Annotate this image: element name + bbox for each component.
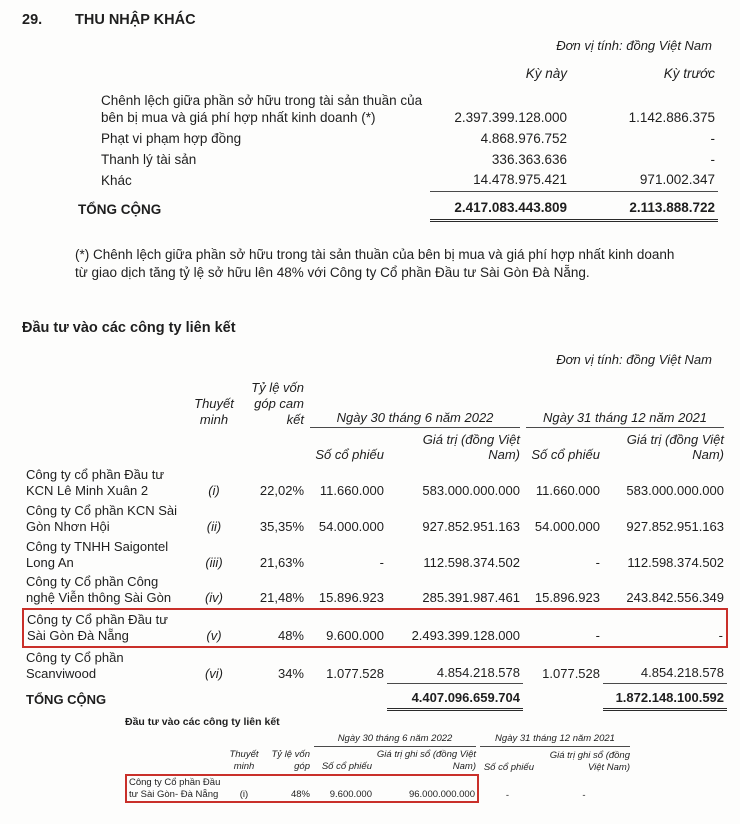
table-row [23, 465, 727, 501]
unit-label-other-income: Đơn vị tính: đồng Việt Nam [556, 38, 712, 53]
spacer-cell [126, 732, 226, 748]
table-row [75, 170, 718, 191]
value-2021: 4.854.218.578 [603, 647, 727, 684]
highlighted-table-row [23, 609, 727, 647]
income-item-current: 336.363.636 [491, 151, 567, 167]
shares-2021: - [505, 789, 510, 801]
ratio-value: 35,35% [259, 518, 304, 534]
table-row [23, 537, 727, 573]
spacer-cell [23, 430, 191, 466]
spacer-cell [126, 748, 226, 775]
highlighted-table-row [126, 775, 632, 803]
income-item-label: Khác [101, 172, 132, 188]
spacer-cell [237, 684, 307, 710]
table-row [23, 501, 727, 537]
income-item-current: 14.478.975.421 [430, 170, 570, 191]
total-value-2021: 1.872.148.100.592 [603, 684, 727, 710]
shares-2022: 11.660.000 [319, 483, 384, 499]
value-2021: 927.852.951.163 [626, 518, 725, 534]
shares-2021: 15.896.923 [534, 590, 600, 606]
shares-2022: - [379, 554, 384, 570]
shares-2021: - [523, 609, 603, 647]
investments-total-row [23, 684, 727, 710]
section-number: 29. [22, 12, 43, 28]
ratio-value: 34% [277, 665, 304, 681]
table-row [75, 91, 718, 129]
mini-table-title: Đầu tư vào các công ty liên kết [125, 716, 280, 728]
col-group-period2: Ngày 31 tháng 12 năm 2021 [523, 378, 727, 430]
note-ref: (iii) [205, 554, 223, 570]
col-header-value-2021: Giá trị (đồng Việt Nam) [626, 431, 725, 463]
ratio-value: 48% [237, 609, 307, 647]
income-item-prior: 1.142.886.375 [628, 109, 715, 125]
shares-2021: 54.000.000 [534, 518, 600, 534]
col-header-ratio: Tỷ lệ vốn góp cam kết [251, 380, 304, 427]
col-header-current-period: Kỳ này [525, 66, 567, 81]
income-item-label: Thanh lý tài sản [101, 151, 197, 167]
value-2021: 243.842.556.349 [626, 590, 725, 606]
note-ref: (v) [191, 609, 237, 647]
income-item-prior: - [710, 130, 715, 146]
shares-2021: - [595, 554, 600, 570]
col-group-period1: Ngày 30 tháng 6 năm 2022 [312, 732, 478, 748]
value-2022: 285.391.987.461 [422, 590, 520, 606]
col-header-note: Thuyết minh [194, 395, 234, 427]
mini-subheader-row [126, 748, 632, 775]
mini-investments-table [125, 732, 632, 803]
company-name: Công ty TNHH Saigontel Long An [26, 538, 169, 570]
value-2022: 927.852.951.163 [422, 518, 520, 534]
spacer-cell [191, 430, 237, 466]
col-header-prior-period: Kỳ trước [663, 66, 715, 81]
company-name: Công ty Cổ phần Scanviwood [26, 649, 124, 681]
income-item-current: 4.868.976.752 [480, 130, 567, 146]
total-prior: 2.113.888.722 [570, 192, 718, 221]
col-header-value-2021: Giá trị ghi sổ (đồng Việt Nam) [549, 749, 630, 773]
col-header-shares-2021: Số cổ phiếu [483, 761, 534, 773]
mini-table-block [125, 716, 632, 803]
ratio-value: 22,02% [259, 483, 304, 499]
other-income-total-row [75, 192, 718, 221]
spacer-cell [75, 64, 430, 85]
value-2022: 4.854.218.578 [387, 647, 523, 684]
shares-2022: 15.896.923 [318, 590, 384, 606]
total-label: TỔNG CỘNG [26, 691, 107, 707]
col-header-value-2022: Giá trị (đồng Việt Nam) [422, 431, 520, 463]
col-header-shares-2021: Số cổ phiếu [531, 447, 600, 463]
value-2021: 583.000.000.000 [626, 483, 725, 499]
company-name: Công ty Cổ phần Đầu tư Sài Gòn Đà Nẵng [23, 609, 191, 647]
footnote-text: (*) Chênh lệch giữa phần sở hữu trong tài sản thuần của bên bị mua và giá phí hợp nhất kinh doanh từ giao dịch tăng tỷ lệ sở hữu lên 48% với Công ty Cổ phần Đầu tư Sài Gòn Đà Nẵng. [75, 247, 675, 281]
note-ref: (iv) [204, 590, 224, 606]
table-row [23, 572, 727, 609]
company-name: Công ty Cổ phần KCN Sài Gòn Nhơn Hội [26, 503, 178, 534]
shares-2022: 54.000.000 [318, 518, 384, 534]
col-header-value-2022: Giá trị ghi sổ (đồng Việt Nam) [376, 748, 476, 772]
col-group-period1: Ngày 30 tháng 6 năm 2022 [307, 378, 523, 430]
note-ref: (ii) [206, 518, 222, 534]
note-ref: (i) [208, 483, 220, 499]
note-ref: (vi) [204, 665, 224, 681]
note-ref: (i) [226, 775, 262, 803]
shares-2021: 11.660.000 [535, 483, 600, 499]
unit-label-investments: Đơn vị tính: đồng Việt Nam [556, 352, 712, 367]
investments-heading: Đầu tư vào các công ty liên kết [22, 320, 236, 336]
shares-2021: 1.077.528 [542, 665, 600, 681]
shares-2022: 9.600.000 [312, 775, 374, 803]
table-row [23, 647, 727, 684]
spacer-cell [191, 684, 237, 710]
col-header-shares-2022: Số cổ phiếu [321, 760, 372, 772]
col-header-ratio: Tỷ lệ vốn góp [271, 748, 310, 772]
col-group-period2: Ngày 31 tháng 12 năm 2021 [478, 732, 632, 748]
spacer-cell [226, 732, 262, 748]
value-2022: 112.598.374.502 [423, 554, 520, 570]
investments-subheader-row [23, 430, 727, 466]
col-header-shares-2022: Số cổ phiếu [315, 447, 384, 463]
ratio-value: 21,48% [259, 590, 304, 606]
table-row [75, 129, 718, 150]
value-2021: - [582, 789, 586, 801]
spacer-cell [237, 430, 307, 466]
value-2022: 583.000.000.000 [422, 483, 520, 499]
mini-group-header-row [126, 732, 632, 748]
spacer-cell [23, 378, 191, 430]
investments-table [22, 378, 728, 711]
income-item-current: 2.397.399.128.000 [454, 109, 567, 125]
total-label: TỔNG CỘNG [78, 201, 162, 217]
company-name: Công ty Cổ phần Đầu tư Sài Gòn- Đà Nẵng [126, 775, 226, 803]
income-item-label: Phạt vi phạm hợp đồng [101, 130, 242, 146]
spacer-cell [523, 684, 603, 710]
total-current: 2.417.083.443.809 [430, 192, 570, 221]
income-item-label: Chênh lệch giữa phần sở hữu trong tài sản thuần của bên bị mua và giá phí hợp nhất kinh doanh (*) [101, 92, 423, 125]
col-header-note: Thuyết minh [229, 748, 259, 772]
company-name: Công ty cổ phần Đầu tư KCN Lê Minh Xuân 2 [26, 467, 165, 499]
company-name: Công ty Cổ phần Công nghệ Viễn thông Sài Gòn [26, 574, 172, 606]
value-2021: - [603, 609, 727, 647]
other-income-header-row [75, 64, 718, 85]
investments-group-header-row [23, 378, 727, 430]
table-row [75, 150, 718, 171]
spacer-cell [262, 732, 312, 748]
value-2021: 112.598.374.502 [627, 554, 725, 570]
value-2022: 96.000.000.000 [374, 775, 478, 803]
spacer-cell [307, 684, 387, 710]
value-2022: 2.493.399.128.000 [387, 609, 523, 647]
shares-2022: 1.077.528 [326, 665, 384, 681]
income-item-prior: 971.002.347 [570, 170, 718, 191]
ratio-value: 48% [262, 775, 312, 803]
other-income-table [75, 64, 718, 222]
shares-2022: 9.600.000 [307, 609, 387, 647]
section-title: THU NHẬP KHÁC [75, 12, 196, 28]
ratio-value: 21,63% [259, 554, 304, 570]
total-value-2022: 4.407.096.659.704 [387, 684, 523, 710]
income-item-prior: - [710, 151, 715, 167]
